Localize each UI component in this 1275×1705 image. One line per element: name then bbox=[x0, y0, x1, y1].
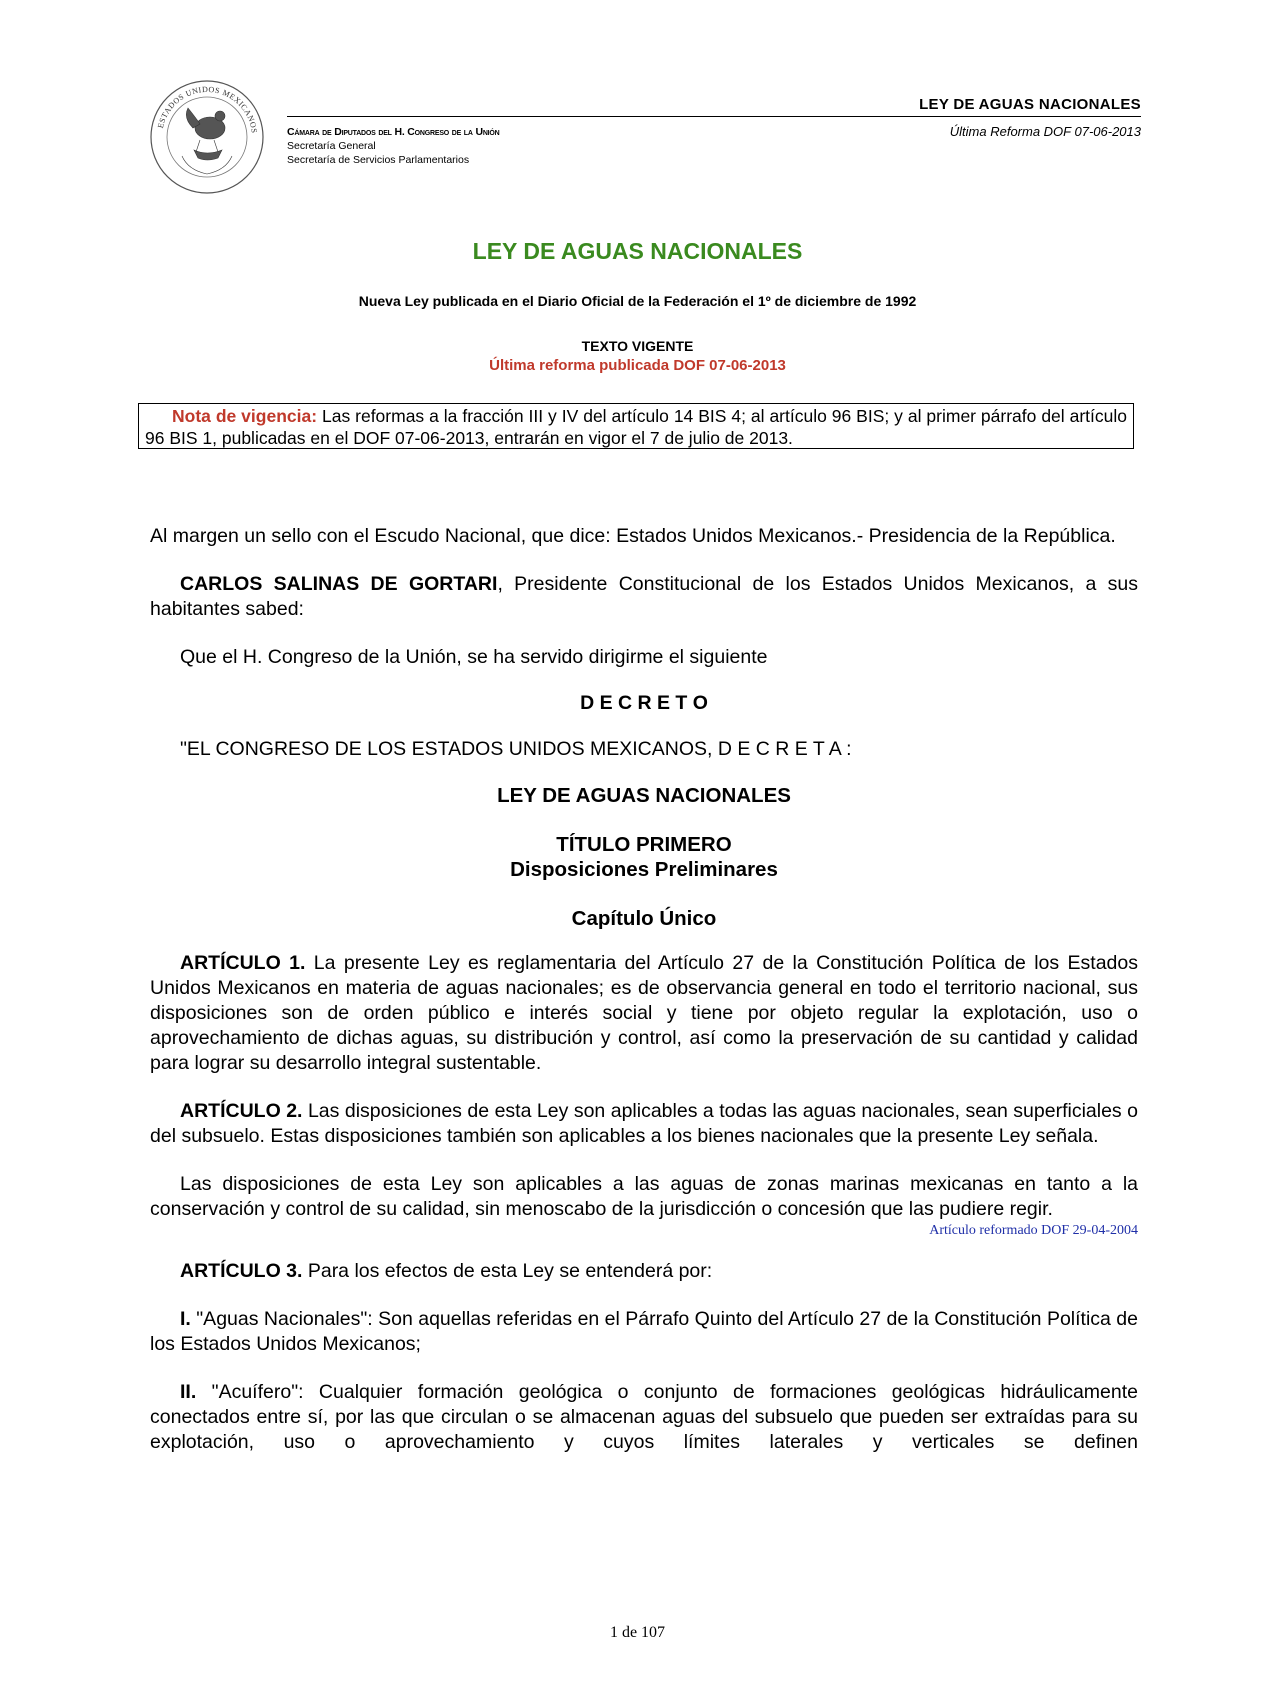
fraction-2-label: II. bbox=[180, 1381, 197, 1403]
texto-vigente: TEXTO VIGENTE bbox=[581, 338, 694, 354]
article-3: ARTÍCULO 3. Para los efectos de esta Ley se entenderá por: bbox=[180, 1260, 713, 1282]
capitulo-heading: Capítulo Único bbox=[571, 907, 717, 930]
document-title: LEY DE AGUAS NACIONALES bbox=[472, 238, 803, 264]
institution-line-2: Secretaría General bbox=[287, 140, 376, 152]
article-2: ARTÍCULO 2. Las disposiciones de esta Ley son aplicables a todas las aguas nacionales, sean superficiales o del subsuelo. Estas disposiciones también son aplicables a los bienes nacionales que la presente Ley señala. bbox=[150, 1100, 1138, 1147]
institution-line-3: Secretaría de Servicios Parlamentarios bbox=[287, 154, 470, 166]
article-1-label: ARTÍCULO 1. bbox=[180, 952, 306, 974]
validity-note-box bbox=[138, 403, 1134, 449]
institution-name: Cámara de Diputados del H. Congreso de la Unión bbox=[287, 126, 500, 138]
fraction-2: II. "Acuífero": Cualquier formación geológica o conjunto de formaciones geológicas hidráulicamente conectados entre sí, por las que circulan o se almacenan aguas del subsuelo que pueden ser extraídas para su explotación, uso o aprovechamiento y cuyos límites laterales y verticales se definen bbox=[150, 1381, 1138, 1453]
titulo-subheading: Disposiciones Preliminares bbox=[510, 858, 778, 881]
paragraph-congreso: Que el H. Congreso de la Unión, se ha servido dirigirme el siguiente bbox=[180, 646, 768, 668]
validity-note-text: Las reformas a la fracción III y IV del artículo 14 BIS 4; al artículo 96 BIS; y al primer párrafo del artículo 96 BIS 1, publicadas en el DOF 07-06-2013, entrarán en vigor el 7 de julio de 2013. bbox=[145, 406, 1127, 448]
reform-note: Artículo reformado DOF 29-04-2004 bbox=[929, 1223, 1138, 1238]
header-law-title: LEY DE AGUAS NACIONALES bbox=[919, 96, 1141, 113]
fraction-1: I. "Aguas Nacionales": Son aquellas referidas en el Párrafo Quinto del Artículo 27 de la Constitución Política de los Estados Unidos Mexicanos; bbox=[150, 1308, 1138, 1355]
fraction-1-label: I. bbox=[180, 1308, 191, 1330]
paragraph-decreta: "EL CONGRESO DE LOS ESTADOS UNIDOS MEXICANOS, D E C R E T A : bbox=[180, 738, 852, 760]
last-reform-line: Última reforma publicada DOF 07-06-2013 bbox=[489, 357, 786, 374]
article-3-label: ARTÍCULO 3. bbox=[180, 1260, 303, 1282]
law-heading: LEY DE AGUAS NACIONALES bbox=[497, 784, 791, 807]
seal-text: ESTADOS UNIDOS MEXICANOS bbox=[155, 84, 259, 134]
article-2-paragraph-2: Las disposiciones de esta Ley son aplicables a las aguas de zonas marinas mexicanas en tanto a la conservación y control de su calidad, sin menoscabo de la jurisdicción o concesión que las pudiere regir. bbox=[150, 1173, 1138, 1220]
article-1: ARTÍCULO 1. La presente Ley es reglamentaria del Artículo 27 de la Constitución Política de los Estados Unidos Mexicanos en materia de aguas nacionales; es de observancia general en todo el territorio nacional, sus disposiciones son de orden público e interés social y tiene por objeto regular la explotación, uso o aprovechamiento de dichas aguas, su distribución y control, así como la preservación de su cantidad y calidad para lograr su desarrollo integral sustentable. bbox=[150, 952, 1138, 1074]
national-seal-icon bbox=[148, 78, 266, 196]
page-number: 1 de 107 bbox=[609, 1624, 666, 1641]
article-2-label: ARTÍCULO 2. bbox=[180, 1100, 303, 1122]
document-body bbox=[150, 524, 1138, 1455]
titulo-heading: TÍTULO PRIMERO bbox=[556, 833, 732, 856]
paragraph-president: CARLOS SALINAS DE GORTARI, Presidente Constitucional de los Estados Unidos Mexicanos, a sus habitantes sabed: bbox=[150, 573, 1138, 620]
validity-note-label: Nota de vigencia: bbox=[172, 406, 318, 426]
president-name: CARLOS SALINAS DE GORTARI bbox=[180, 573, 498, 595]
header-right bbox=[919, 96, 1141, 139]
institution-block bbox=[287, 125, 500, 167]
header-last-reform: Última Reforma DOF 07-06-2013 bbox=[949, 124, 1141, 139]
publication-line: Nueva Ley publicada en el Diario Oficial de la Federación el 1º de diciembre de 1992 bbox=[358, 293, 917, 309]
paragraph-margen: Al margen un sello con el Escudo Nacional, que dice: Estados Unidos Mexicanos.- Presidencia de la República. bbox=[150, 525, 1116, 547]
decreto-heading: D E C R E T O bbox=[580, 692, 708, 714]
